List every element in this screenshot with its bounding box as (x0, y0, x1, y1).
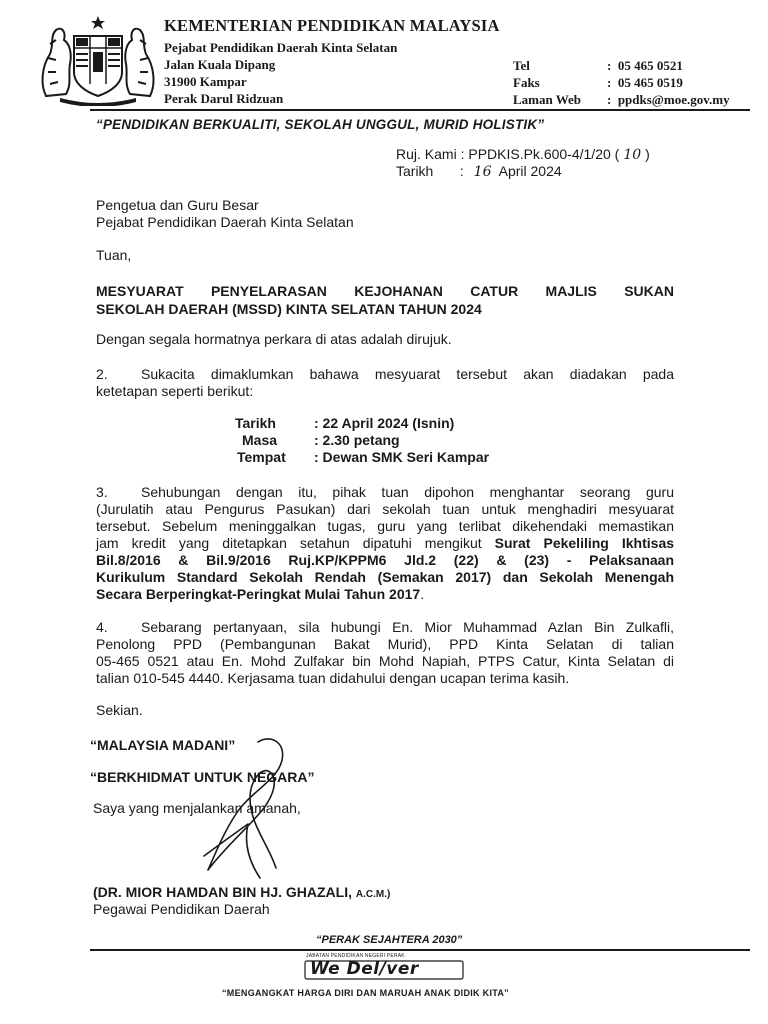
closing-sekian: Sekian. (96, 702, 143, 718)
subject-line: SEKOLAH DAERAH (MSSD) KINTA SELATAN TAHUN 2024 (96, 301, 482, 317)
recipient-line: Pejabat Pendidikan Daerah Kinta Selatan (96, 214, 354, 230)
paragraph-3-line: tersebut. Sebelum meninggalkan tugas, guru yang terlibat dikehendaki memastikan (96, 518, 674, 534)
slogan-malaysia-madani: “MALAYSIA MADANI” (90, 737, 236, 753)
paragraph-number: 4. (96, 619, 108, 635)
footer-motto: “PERAK SEJAHTERA 2030” (316, 934, 463, 946)
paragraph-4-line: Sebarang pertanyaan, sila hubungi En. Mior Muhammad Azlan Bin Zulkafli, (141, 619, 674, 635)
footer-tagline: “MENGANGKAT HARGA DIRI DAN MARUAH ANAK DIDIK KITA” (222, 988, 509, 998)
letterhead-motto: “PENDIDIKAN BERKUALITI, SEKOLAH UNGGUL, MURID HOLISTIK” (96, 117, 545, 132)
meeting-label: Tempat (237, 449, 286, 465)
meeting-value: : 22 April 2024 (Isnin) (314, 415, 455, 431)
paragraph-3-line (96, 586, 424, 604)
paragraph-3-line: Bil.8/2016 & Bil.9/2016 Ruj.KP/KPPM6 Jld.2 (22) & (23) - Pelaksanaan (96, 552, 674, 568)
address-line: Perak Darul Ridzuan (164, 91, 284, 106)
signature (190, 728, 310, 888)
ref-value: : PPDKIS.Pk.600-4/1/20 ( (460, 146, 620, 162)
recipient-line: Pengetua dan Guru Besar (96, 197, 259, 213)
paragraph-number: 3. (96, 484, 108, 500)
meeting-label: Masa (242, 432, 278, 448)
we-deliver-text: We Del/ver (310, 959, 419, 979)
signature-icon (190, 728, 310, 888)
signatory-title: Pegawai Pendidikan Daerah (93, 901, 270, 917)
meeting-label: Tarikh (235, 415, 276, 431)
period: . (420, 586, 425, 602)
meeting-value: : 2.30 petang (314, 432, 400, 448)
we-deliver-logo (304, 959, 464, 981)
contact-label: Faks (513, 75, 540, 90)
footer-divider (90, 949, 750, 951)
slogan-berkhidmat: “BERKHIDMAT UNTUK NEGARA” (90, 769, 315, 785)
address-line: 31900 Kampar (164, 74, 247, 89)
paragraph-3-line: Sehubungan dengan itu, pihak tuan dipohon menghantar seorang guru (141, 484, 674, 500)
office-name: Pejabat Pendidikan Daerah Kinta Selatan (164, 40, 398, 55)
contact-label: Laman Web (513, 92, 582, 107)
header-divider (90, 109, 750, 111)
address-line: Jalan Kuala Dipang (164, 57, 276, 72)
ref-handwritten: 10 (623, 147, 642, 163)
circular-title: Secara Berperingkat-Peringkat Mulai Tahun 2017 (96, 586, 421, 602)
crest-icon (36, 14, 160, 106)
ref-close: ) (645, 146, 650, 162)
meeting-value: : Dewan SMK Seri Kampar (314, 449, 490, 465)
paragraph-2-line: ketetapan seperti berikut: (96, 383, 254, 399)
government-crest (36, 14, 160, 106)
paragraph-3-text: jam kredit yang ditetapkan setahun dipatuhi mengikut (96, 535, 482, 551)
closing-amanah: Saya yang menjalankan amanah, (93, 800, 301, 816)
paragraph-4-line: talian 010-545 4440. Kerjasama tuan didahului dengan ucapan terima kasih. (96, 670, 570, 686)
signatory-honorific: A.C.M.) (355, 889, 391, 900)
reference-number (396, 146, 650, 165)
date-handwritten: 16 (473, 164, 492, 180)
paragraph-number: 2. (96, 366, 108, 382)
ministry-name: KEMENTERIAN PENDIDIKAN MALAYSIA (164, 16, 500, 35)
paragraph-3-line: (Jurulatih atau Pengurus Pasukan) dari sekolah tuan untuk menghadiri mesyuarat (96, 501, 674, 517)
paragraph-2-line: Sukacita dimaklumkan bahawa mesyuarat tersebut akan diadakan pada (141, 366, 674, 382)
date-label: Tarikh (396, 163, 434, 179)
contact-label: Tel (513, 58, 530, 73)
subject-line: MESYUARAT PENYELARASAN KEJOHANAN CATUR MAJLIS SUKAN (96, 283, 674, 299)
salutation: Tuan, (96, 247, 132, 263)
signatory-fullname: (DR. MIOR HAMDAN BIN HJ. GHAZALI, (93, 884, 352, 900)
paragraph-3-line (96, 535, 674, 553)
paragraph-1: Dengan segala hormatnya perkara di atas adalah dirujuk. (96, 331, 452, 347)
paragraph-4-line: Penolong PPD (Pembangunan Bakat Murid), PPD Kinta Selatan di talian (96, 636, 674, 652)
contact-value: : 05 465 0519 (607, 75, 683, 90)
paragraph-4-line: 05-465 0521 atau En. Mohd Zulfakar bin Mohd Napiah, PTPS Catur, Kinta Selatan di (96, 653, 674, 669)
reference-date (396, 163, 562, 182)
contact-value: : 05 465 0521 (607, 58, 683, 73)
jpn-perak-label: JABATAN PENDIDIKAN NEGERI PERAK (306, 953, 405, 959)
paragraph-3-line: Kurikulum Standard Sekolah Rendah (Semakan 2017) dan Sekolah Menengah (96, 569, 674, 585)
date-colon: : (459, 163, 464, 179)
contact-value: : ppdks@moe.gov.my (607, 92, 730, 107)
date-value: April 2024 (498, 163, 562, 179)
ref-label: Ruj. Kami (396, 146, 457, 162)
circular-reference: Surat Pekeliling Ikhtisas (494, 535, 675, 551)
